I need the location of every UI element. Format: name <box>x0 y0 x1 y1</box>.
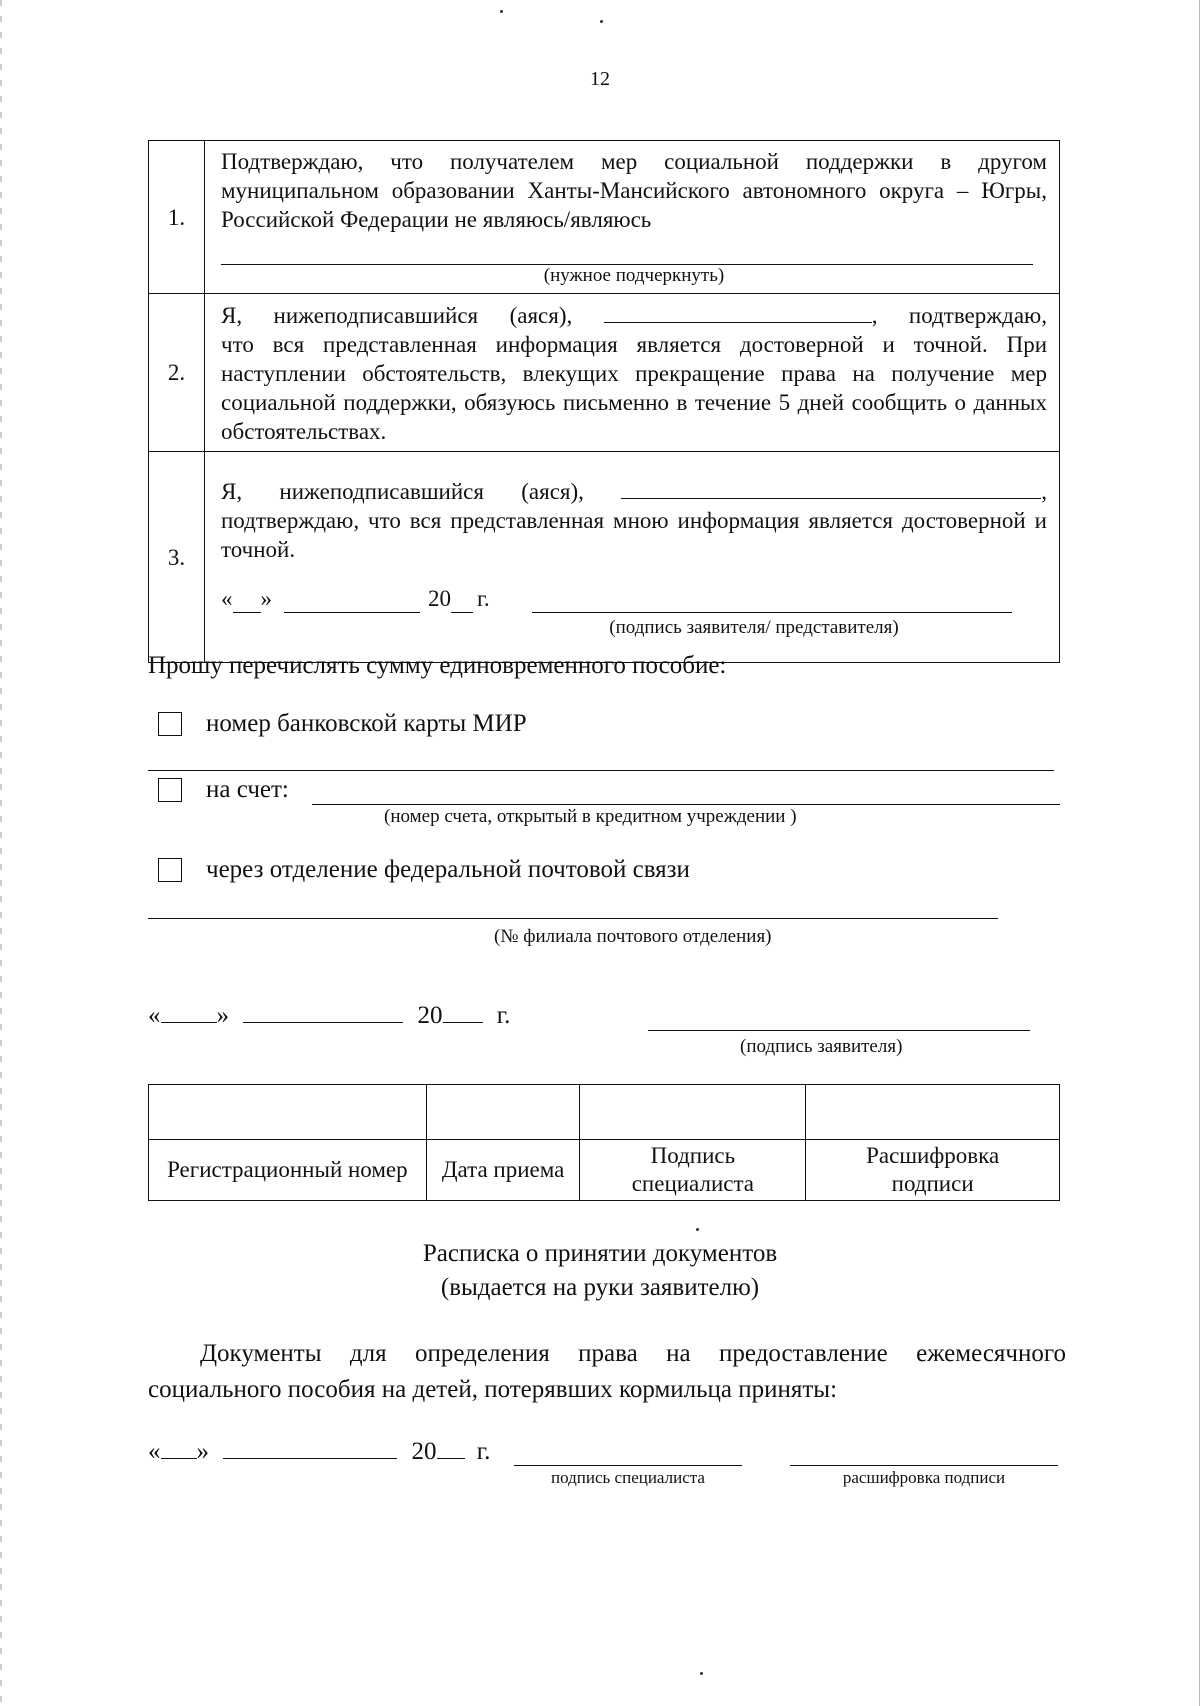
account-checkbox[interactable] <box>158 778 182 802</box>
year-suffix: г. <box>477 585 490 611</box>
day-field[interactable] <box>233 590 261 613</box>
table-row <box>149 452 1060 663</box>
day-field[interactable] <box>161 1436 197 1459</box>
row-number: 3. <box>149 452 205 663</box>
account-number-field[interactable] <box>312 804 1060 805</box>
quote-open: « <box>148 1438 161 1465</box>
year-suffix: г. <box>476 1438 491 1465</box>
page-number: 12 <box>590 68 610 90</box>
signature-decode-cell[interactable] <box>806 1085 1060 1140</box>
applicant-signature-field[interactable] <box>648 1030 1030 1031</box>
declaration-first-line <box>221 300 1047 330</box>
registration-table <box>148 1084 1060 1201</box>
year-suffix: г. <box>496 1002 511 1029</box>
receipt-paragraph: Документы для определения права на предоставление ежемесячного социального пособия на детей, потерявших кормильца приняты: <box>148 1340 1066 1403</box>
card-number-field[interactable] <box>148 770 1054 771</box>
row-number: 2. <box>149 294 205 452</box>
declaration-cell <box>205 141 1060 294</box>
receipt-date-row <box>148 1436 490 1466</box>
date-signature-row <box>221 584 1047 613</box>
table-row <box>149 1085 1060 1140</box>
quote-open: « <box>221 585 233 611</box>
quote-close: » <box>196 1438 209 1465</box>
day-field[interactable] <box>161 1000 217 1023</box>
declaration-text-start: Я, нижеподписавшийся (аяся), <box>221 302 573 328</box>
declaration-text: подтверждаю, что вся представленная мною информация является достоверной и точной. <box>221 507 1047 562</box>
receipt-subtitle: (выдается на руки заявителю) <box>440 1274 760 1301</box>
field-caption: (подпись заявителя/ представителя) <box>609 616 899 638</box>
applicant-signature-caption: (подпись заявителя) <box>740 1036 903 1057</box>
quote-close: » <box>216 1002 229 1029</box>
declaration-text: Подтверждаю, что получателем мер социальной поддержки в другом муниципальном образовании Ханты-Мансийского автономного округа – Югры, Российской Федерации не являюсь/являюсь <box>221 149 1047 232</box>
reception-date-cell[interactable] <box>426 1085 580 1140</box>
post-checkbox[interactable] <box>158 858 182 882</box>
year-prefix: 20 <box>428 585 451 611</box>
scan-speck <box>700 1672 703 1675</box>
transfer-heading: Прошу перечислять сумму единовременного пособие: <box>148 652 727 679</box>
specialist-signature-cell[interactable] <box>580 1085 806 1140</box>
option-post-label: через отделение федеральной почтовой связи <box>206 856 690 883</box>
column-header: Подпись специалиста <box>580 1140 806 1201</box>
option-account <box>158 776 289 804</box>
year-prefix: 20 <box>417 1002 443 1029</box>
month-field[interactable] <box>223 1436 397 1459</box>
signature-decode-field[interactable]: расшифровка подписи <box>790 1465 1058 1488</box>
month-field[interactable] <box>284 590 420 613</box>
option-account-label: на счет: <box>206 776 289 803</box>
row-number: 1. <box>149 141 205 294</box>
field-caption: (нужное подчеркнуть) <box>543 265 725 286</box>
year-prefix: 20 <box>411 1438 437 1465</box>
month-field[interactable] <box>243 1000 403 1023</box>
scan-speck <box>600 20 603 23</box>
year-field[interactable] <box>437 1436 465 1459</box>
account-caption: (номер счета, открытый в кредитном учреждении ) <box>384 806 797 827</box>
table-row <box>149 294 1060 452</box>
declaration-cell <box>205 294 1060 452</box>
post-caption: (№ филиала почтового отделения) <box>494 926 772 947</box>
specialist-signature-field[interactable]: подпись специалиста <box>514 1465 742 1488</box>
table-row <box>149 141 1060 294</box>
declarations-table <box>148 140 1060 663</box>
scan-speck <box>500 10 503 13</box>
declaration-text: что вся представленная информация является достоверной и точной. При наступлении обстоятельств, влекущих прекращение права на получение мер социальной поддержки, обязуюсь письменно в течение 5 дней сообщить о данных обстоятельствах. <box>221 331 1047 444</box>
registration-number-cell[interactable] <box>149 1085 427 1140</box>
option-post <box>158 856 690 884</box>
declaration-first-line: Я, нижеподписавшийся (аяся), , <box>221 476 1047 506</box>
column-header: Дата приема <box>426 1140 580 1201</box>
receipt-title: Расписка о принятии документов <box>422 1240 778 1267</box>
scan-speck <box>696 1228 699 1231</box>
option-card <box>158 710 527 738</box>
post-branch-field[interactable] <box>148 918 998 919</box>
card-checkbox[interactable] <box>158 712 182 736</box>
column-header: Регистрационный номер <box>149 1140 427 1201</box>
column-header: Расшифровка подписи <box>806 1140 1060 1201</box>
year-field[interactable] <box>451 590 473 613</box>
quote-close: » <box>260 585 272 611</box>
declaration-text-mid: , подтверждаю, <box>871 302 1047 328</box>
declaration-cell <box>205 452 1060 663</box>
name-field[interactable] <box>604 300 872 323</box>
quote-open: « <box>148 1002 161 1029</box>
table-row <box>149 1140 1060 1201</box>
option-card-label: номер банковской карты МИР <box>206 710 527 737</box>
scan-edge-left <box>0 0 2 1706</box>
signature-field[interactable] <box>532 590 1012 613</box>
year-field[interactable] <box>443 1000 483 1023</box>
underline-field[interactable] <box>221 234 1033 265</box>
name-field[interactable] <box>621 476 1041 499</box>
declaration-text-start: Я, нижеподписавшийся (аяся), <box>221 478 584 504</box>
applicant-date-row <box>148 1000 510 1030</box>
